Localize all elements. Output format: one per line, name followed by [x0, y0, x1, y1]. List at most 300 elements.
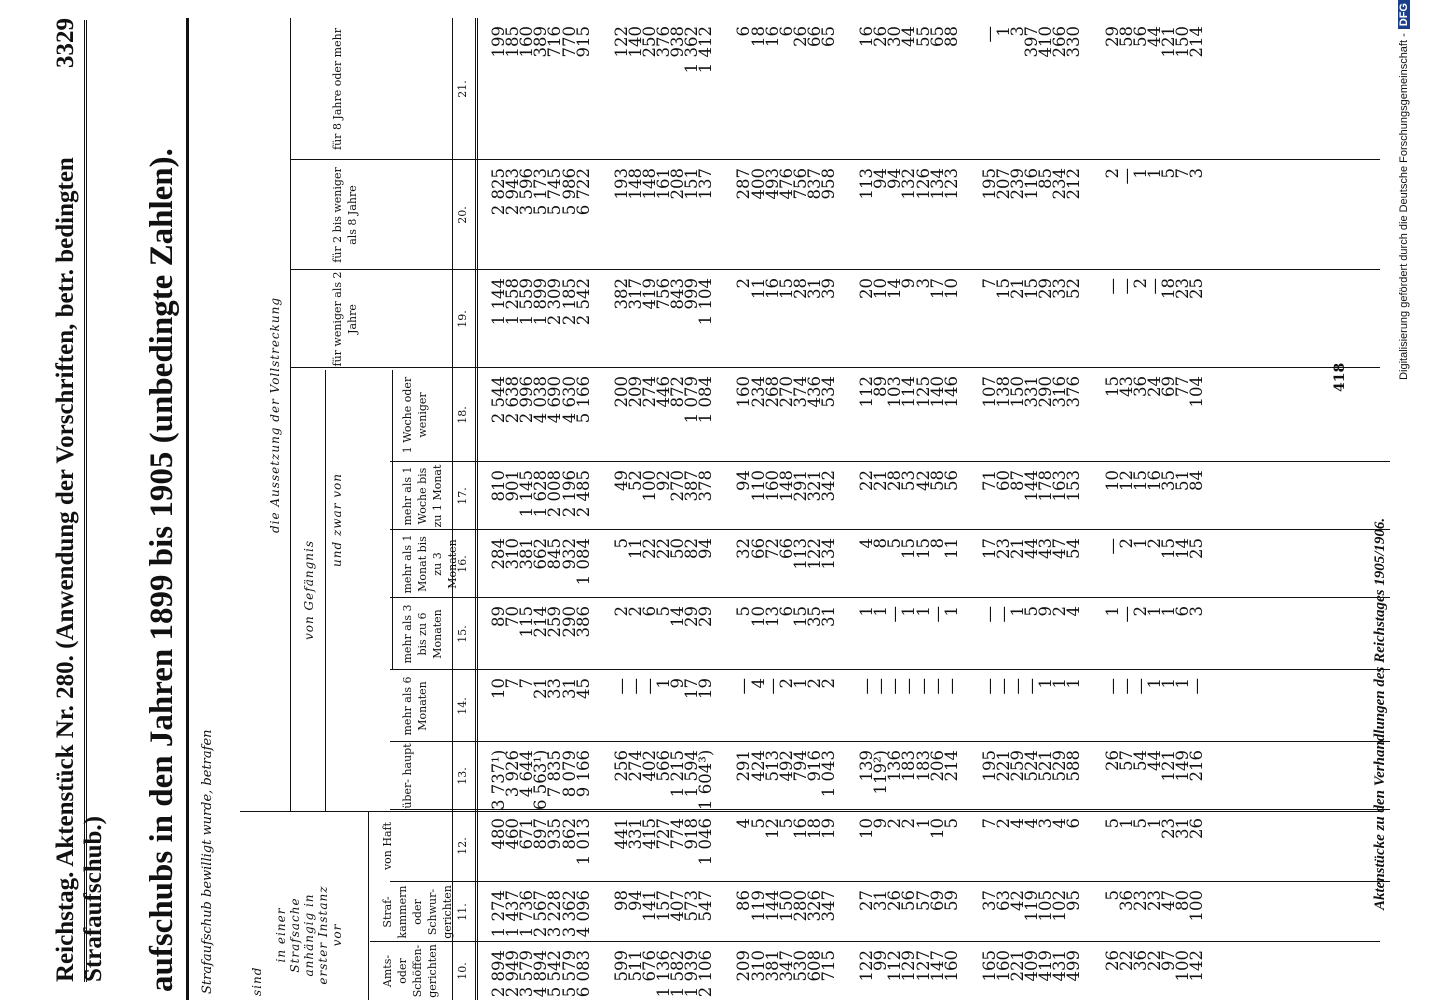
col-header-13: über- haupt: [401, 743, 414, 809]
cell: 121: [1158, 750, 1178, 782]
cell: 1: [1036, 678, 1056, 689]
cell: 94: [734, 470, 754, 491]
cell: 2: [1130, 606, 1150, 617]
cell: 94: [885, 168, 905, 189]
cell: 65: [927, 26, 947, 47]
cell: 415: [639, 818, 659, 850]
cell: 342: [819, 470, 838, 502]
col-header-16: mehr als 1 Monat bis zu 3 Monaten: [401, 534, 459, 594]
cell: 88: [941, 26, 961, 47]
cell: 147: [927, 950, 947, 982]
cell: 7: [503, 678, 523, 689]
cell: 42: [913, 470, 933, 491]
cell: 116: [1022, 168, 1042, 200]
col-number-15: 15.: [456, 625, 469, 643]
cell: —: [1022, 678, 1042, 695]
cell: 4 630: [559, 376, 579, 424]
header-rule: [84, 20, 87, 982]
cell: 139: [857, 750, 877, 782]
cell: 3: [1187, 606, 1207, 617]
cell: 54: [1130, 750, 1150, 771]
cell: 2: [1102, 168, 1122, 179]
cell: 4: [734, 818, 754, 829]
cell: 4: [1022, 818, 1042, 829]
cell: 2: [819, 678, 838, 689]
cell: 15: [790, 606, 810, 627]
cell: 43: [1116, 376, 1136, 397]
cell: 84: [1187, 470, 1207, 491]
table-title: aufschubs in den Jahren 1899 bis 1905 (unbedingte Zahlen).: [144, 148, 180, 992]
cell: 5: [885, 538, 905, 549]
cell: 183: [899, 750, 919, 782]
header-left: Reichstag. Aktenstück Nr. 280. (Anwendung der Vorschriften, betr. bedingten Strafaufschub.): [52, 157, 107, 982]
cell: 326: [804, 890, 824, 922]
cell: 151: [682, 168, 702, 200]
cell: —: [1116, 168, 1136, 185]
cell: 17: [682, 678, 702, 699]
cell: —: [762, 678, 782, 695]
cell: 14: [885, 278, 905, 299]
cell: 5 542: [545, 950, 565, 998]
cell: 137: [696, 168, 716, 200]
digitization-text: Digitalisierung gefördert durch die Deutsche Forschungsgemeinschaft -: [1398, 33, 1410, 380]
cell: 5: [734, 606, 754, 617]
cell: 15: [899, 538, 919, 559]
cell: 97: [1158, 950, 1178, 971]
cell: 92: [654, 470, 673, 491]
cell: 24: [1144, 376, 1164, 397]
cell: 999: [682, 278, 702, 310]
cell: 53: [899, 470, 919, 491]
cell: 2: [885, 818, 905, 829]
cell: 5: [1102, 890, 1122, 901]
cell: 25: [1187, 278, 1207, 299]
cell: 1: [1130, 538, 1150, 549]
cell: 441: [611, 818, 631, 850]
header-vertical-rule: [290, 367, 1380, 368]
cell: 715: [819, 950, 838, 982]
cell: 347: [776, 950, 796, 982]
cell: 20: [857, 278, 877, 299]
header-vertical-rule: [290, 159, 1380, 160]
cell: 1 215: [668, 750, 688, 798]
cell: 1 362: [682, 26, 702, 74]
cell: 31: [871, 890, 891, 911]
cell: —: [1116, 678, 1136, 695]
cell: 10: [748, 606, 768, 627]
cell: 382: [611, 278, 631, 310]
cell: 72: [762, 538, 782, 559]
header-horizontal-rule: [325, 370, 326, 812]
cell: 1 736: [517, 890, 537, 938]
cell: 16: [857, 26, 877, 47]
cell: 16: [762, 278, 782, 299]
cell: 22: [1144, 950, 1164, 971]
cell: 57: [1116, 750, 1136, 771]
cell: 259: [1008, 750, 1027, 782]
cell: 5 986: [559, 168, 579, 216]
cell: 1: [1102, 606, 1122, 617]
cell: —: [1144, 278, 1164, 295]
cell: 36: [1130, 950, 1150, 971]
cell: 1 899: [531, 278, 551, 326]
cell: 89: [489, 606, 508, 627]
cell: 1: [1064, 678, 1084, 689]
cell: 932: [559, 538, 579, 570]
cell: 872: [668, 376, 688, 408]
cell: 94: [696, 538, 716, 559]
cell: 11: [748, 278, 768, 299]
cell: 199: [489, 26, 508, 58]
cell: 21: [1008, 278, 1027, 299]
cell: 140: [927, 376, 947, 408]
cell: 15: [1022, 278, 1042, 299]
cell: 935: [545, 818, 565, 850]
cell: 214: [1187, 26, 1207, 58]
cell: 10: [927, 818, 947, 839]
cell: 938: [668, 26, 688, 58]
cell: 1 437: [503, 890, 523, 938]
col-number-12: 12.: [456, 837, 469, 855]
cell: 4: [1008, 818, 1027, 829]
cell: 10: [857, 818, 877, 839]
cell: 28: [885, 470, 905, 491]
cell: 30: [885, 26, 905, 47]
cell: 16: [762, 26, 782, 47]
cell: 134: [819, 538, 838, 570]
cell: 259: [545, 606, 565, 638]
cell: 21: [871, 470, 891, 491]
cell: 566: [654, 750, 673, 782]
cell: 3 362: [559, 890, 579, 938]
cell: 1: [941, 606, 961, 617]
cell: 4: [1050, 818, 1070, 829]
cell: 119: [1022, 890, 1042, 922]
col-number-17: 17.: [456, 487, 469, 505]
cell: 140: [625, 26, 645, 58]
cell: —: [993, 606, 1013, 623]
cell: —: [611, 678, 631, 695]
col-number-18: 18.: [456, 406, 469, 424]
cell: 15: [1130, 470, 1150, 491]
cell: 1 274: [489, 890, 508, 938]
cell: 2: [1116, 538, 1136, 549]
cell: 5 166: [573, 376, 593, 424]
cell: 112: [885, 950, 905, 982]
cell: 4 038: [531, 376, 551, 424]
cell: 69: [1158, 376, 1178, 397]
cell: 9: [871, 818, 891, 829]
cell: —: [899, 678, 919, 695]
cell: 19: [819, 818, 838, 839]
section-aussetzung: die Aussetzung der Vollstreckung: [268, 296, 282, 534]
cell: 8 079: [559, 750, 579, 798]
cell: 113: [790, 538, 810, 570]
cell: 195: [979, 168, 999, 200]
cell: 901: [503, 470, 523, 502]
cell: 160: [762, 470, 782, 502]
cell: 1 258: [503, 278, 523, 326]
cell: 331: [625, 818, 645, 850]
cell: 524: [1022, 750, 1042, 782]
cell: 15: [913, 538, 933, 559]
cell: —: [625, 678, 645, 695]
cell: 347: [819, 890, 838, 922]
header-page-number: 3329: [52, 18, 79, 68]
cell: 125: [913, 376, 933, 408]
cell: 208: [668, 168, 688, 200]
cell: 534: [819, 376, 838, 408]
header-vertical-rule: [390, 809, 1390, 810]
cell: 157: [654, 890, 673, 922]
cell: 270: [776, 376, 796, 408]
cell: 270: [668, 470, 688, 502]
cell: —: [1008, 678, 1027, 695]
cell: 513: [762, 750, 782, 782]
cell: 63: [993, 890, 1013, 911]
col-number-11: 11.: [456, 903, 469, 921]
cell: 1 079: [682, 376, 702, 424]
cell: 2: [804, 678, 824, 689]
cell: 10: [489, 678, 508, 699]
cell: 99: [871, 950, 891, 971]
cell: 266: [1050, 26, 1070, 58]
header-vertical-rule: [390, 597, 1390, 598]
cell: 123: [941, 168, 961, 200]
cell: 60: [993, 470, 1013, 491]
cell: 1: [1050, 678, 1070, 689]
cell: 530: [790, 950, 810, 982]
cell: 234: [748, 376, 768, 408]
col-number-16: 16.: [456, 555, 469, 573]
cell: 3 596: [517, 168, 537, 216]
cell: 2 894: [489, 950, 508, 998]
cell: 119²): [871, 750, 891, 795]
cell: 9 166: [573, 750, 593, 798]
cell: 239: [1008, 168, 1027, 200]
cell: 291: [790, 470, 810, 502]
header-vertical-rule: [370, 941, 1380, 942]
cell: 165: [979, 950, 999, 982]
cell: 671: [517, 818, 537, 850]
cell: —: [639, 678, 659, 695]
cell: 122: [804, 538, 824, 570]
cell: 6 722: [573, 168, 593, 216]
cell: —: [941, 678, 961, 695]
cell: 32: [734, 538, 754, 559]
cell: 400: [748, 168, 768, 200]
cell: 18: [748, 26, 768, 47]
cell: 66: [776, 538, 796, 559]
cell: 31: [1173, 818, 1192, 839]
cell: 330: [1064, 26, 1084, 58]
col-number-21: 21.: [456, 80, 469, 98]
cell: 316: [1050, 376, 1070, 408]
cell: 33: [1050, 278, 1070, 299]
cell: 27: [857, 890, 877, 911]
cell: 794: [790, 750, 810, 782]
cell: 8: [927, 538, 947, 549]
cell: 716: [545, 26, 565, 58]
cell: —: [1130, 678, 1150, 695]
cell: 22: [654, 538, 673, 559]
cell: 845: [545, 538, 565, 570]
cell: 1 594: [682, 750, 702, 798]
cell: 1 043: [819, 750, 838, 798]
cell: 25: [1187, 538, 1207, 559]
cell: 599: [611, 950, 631, 982]
cell: 66: [804, 26, 824, 47]
cell: 11: [625, 538, 645, 559]
cell: 424: [748, 750, 768, 782]
cell: 185: [503, 26, 523, 58]
cell: 1 136: [654, 950, 673, 998]
cell: 5 745: [545, 168, 565, 216]
cell: 52: [625, 470, 645, 491]
cell: 23: [1158, 818, 1178, 839]
cell: 54: [1064, 538, 1084, 559]
cell: 3: [1187, 168, 1207, 179]
cell: 1: [899, 606, 919, 617]
cell: 1 604³): [696, 749, 716, 810]
cell: 100: [639, 470, 659, 502]
cell: 183: [913, 750, 933, 782]
cell: 386: [573, 606, 593, 638]
cell: 7: [979, 818, 999, 829]
cell: 1 144: [489, 278, 508, 326]
cell: 193: [611, 168, 631, 200]
cell: 26: [1187, 818, 1207, 839]
cell: 256: [611, 750, 631, 782]
cell: 57: [913, 890, 933, 911]
cell: 127: [913, 950, 933, 982]
cell: 23: [993, 538, 1013, 559]
cell: 42: [1008, 890, 1027, 911]
cell: 122: [857, 950, 877, 982]
cell: 22: [857, 470, 877, 491]
cell: 4 690: [545, 376, 565, 424]
cell: 17: [927, 278, 947, 299]
cell: 17: [979, 538, 999, 559]
cell: 958: [819, 168, 838, 200]
cell: 588: [1064, 750, 1084, 782]
cell: 29: [1102, 26, 1122, 47]
cell: 331: [1022, 376, 1042, 408]
cell: 1: [1144, 168, 1164, 179]
cell: 160: [517, 26, 537, 58]
cell: 770: [559, 26, 579, 58]
dfg-logo: DFG: [1398, 0, 1410, 29]
cell: 493: [762, 168, 782, 200]
cell: 49: [611, 470, 631, 491]
cell: 15: [776, 278, 796, 299]
cell: 5 173: [531, 168, 551, 216]
cell: 268: [762, 376, 782, 408]
cell: 44: [1144, 26, 1164, 47]
cell: 280: [790, 890, 810, 922]
cell: 149: [1173, 750, 1192, 782]
cell: 77: [1173, 376, 1192, 397]
cell: 160: [993, 950, 1013, 982]
cell: —: [913, 678, 933, 695]
cell: 756: [654, 278, 673, 310]
col-header-17: mehr als 1 Woche bis zu 1 Monat: [401, 464, 444, 528]
cell: 376: [654, 26, 673, 58]
cell: 36: [1116, 890, 1136, 911]
cell: 5: [1158, 168, 1178, 179]
section-zwar: und zwar von: [330, 473, 344, 567]
cell: 676: [639, 950, 659, 982]
cell: 662: [531, 538, 551, 570]
cell: 207: [993, 168, 1013, 200]
cell: 2 196: [559, 470, 579, 518]
cell: 402: [639, 750, 659, 782]
cell: 115: [517, 606, 537, 638]
cell: 51: [1173, 470, 1192, 491]
cell: 80: [1173, 890, 1192, 911]
header-vertical-rule: [390, 741, 1390, 742]
cell: 98: [611, 890, 631, 911]
cell: —: [1116, 278, 1136, 295]
header-horizontal-rule: [368, 812, 369, 1000]
sind-label: sind: [250, 966, 264, 996]
cell: 163: [1050, 470, 1070, 502]
cell: 100: [1173, 950, 1192, 982]
cell: 6: [734, 26, 754, 37]
cell: 274: [625, 750, 645, 782]
cell: 82: [682, 538, 702, 559]
cell: 4: [748, 678, 768, 689]
cell: 317: [625, 278, 645, 310]
cell: 9: [668, 678, 688, 689]
cell: 44: [1022, 538, 1042, 559]
cell: 1: [857, 606, 877, 617]
cell: 446: [654, 376, 673, 408]
col-number-14: 14.: [456, 697, 469, 715]
cell: 6: [639, 606, 659, 617]
cell: 52: [1064, 278, 1084, 299]
cell: 419: [639, 278, 659, 310]
cell: 378: [696, 470, 716, 502]
cell: 19: [696, 678, 716, 699]
footer-source: Aktenstücke zu den Verhandlungen des Reichstages 1905/1906.: [1372, 517, 1388, 910]
cell: 150: [776, 890, 796, 922]
cell: 387: [682, 470, 702, 502]
cell: 33: [545, 678, 565, 699]
cell: 4: [1064, 606, 1084, 617]
cell: 1 582: [668, 950, 688, 998]
cell: 2: [1050, 606, 1070, 617]
cell: 1 013: [573, 818, 593, 866]
cell: 31: [804, 278, 824, 299]
cell: 70: [503, 606, 523, 627]
cell: 2 008: [545, 470, 565, 518]
section-anhaengig: in einer Strafsache anhängig in erster Instanz vor: [274, 885, 344, 985]
cell: 5 579: [559, 950, 579, 998]
cell: 22: [1116, 950, 1136, 971]
cell: 18: [1158, 278, 1178, 299]
cell: 29: [682, 606, 702, 627]
cell: 31: [559, 678, 579, 699]
cell: 160: [734, 376, 754, 408]
cell: 290: [559, 606, 579, 638]
cell: 95: [1064, 890, 1084, 911]
cell: 6 563¹): [531, 749, 551, 810]
cell: 45: [573, 678, 593, 699]
cell: 1 104: [696, 278, 716, 326]
cell: 3: [1036, 818, 1056, 829]
cell: 2 185: [559, 278, 579, 326]
